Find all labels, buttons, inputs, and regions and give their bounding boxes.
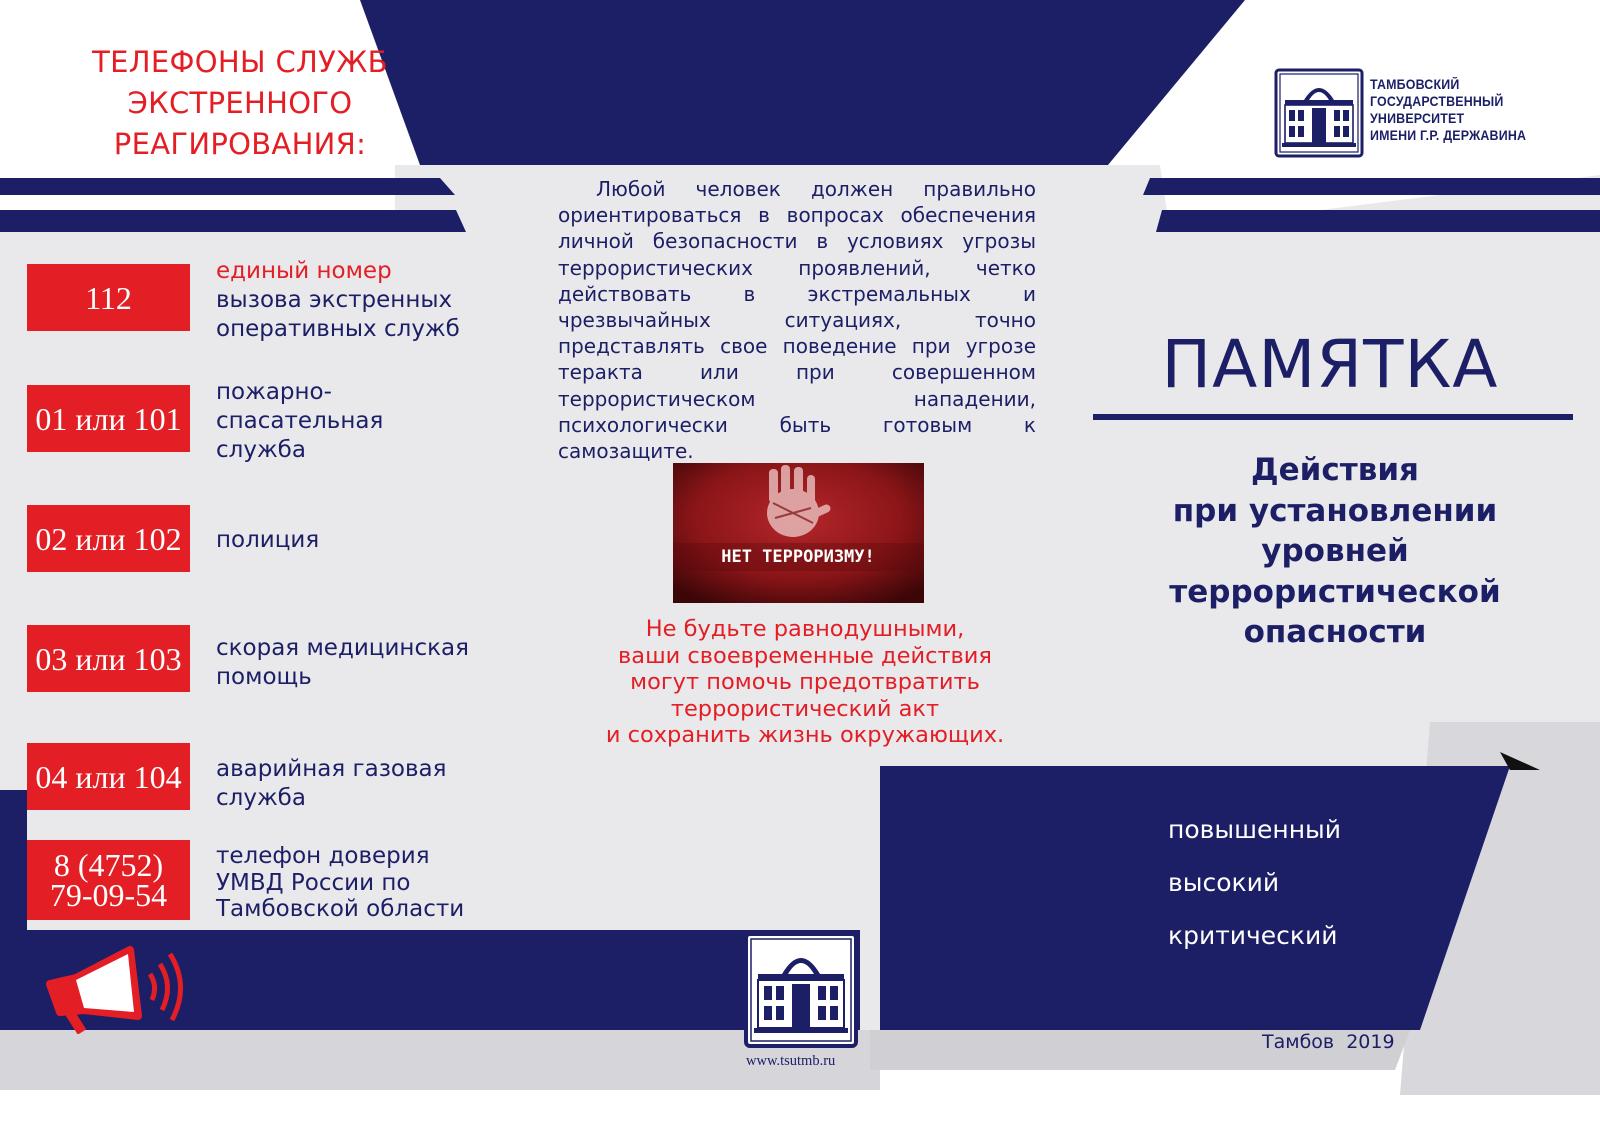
phone-number-text: 02 или 102 xyxy=(35,520,182,557)
phones-title-line: ТЕЛЕФОНЫ СЛУЖБ xyxy=(92,45,388,79)
warning-line: могут помочь предотвратить xyxy=(630,669,980,695)
university-name-line: УНИВЕРСИТЕТ xyxy=(1370,111,1465,126)
phone-number-text: 112 xyxy=(85,279,132,316)
phone-number-112[interactable] xyxy=(27,264,190,331)
threat-levels-list xyxy=(1168,815,1341,974)
phone-number-hotline[interactable] xyxy=(27,840,190,920)
service-label-line: телефон доверия xyxy=(216,843,430,869)
phone-number-text: 03 или 103 xyxy=(35,640,182,677)
city-year: Тамбов 2019 xyxy=(1262,1031,1395,1053)
service-label-line: спасательная xyxy=(216,408,384,434)
no-terrorism-image xyxy=(673,463,924,603)
phone-number-fire[interactable] xyxy=(27,385,190,452)
service-label-ambulance xyxy=(216,634,469,692)
phone-number-ambulance[interactable] xyxy=(27,625,190,692)
memo-subtitle-line: террористической xyxy=(1169,573,1501,610)
memo-subtitle-line: опасности xyxy=(1243,614,1427,650)
phone-number-text: 79-09-54 xyxy=(49,877,168,913)
memo-subtitle-line: Действия xyxy=(1251,452,1419,488)
phones-title-line: РЕАГИРОВАНИЯ: xyxy=(113,127,367,161)
threat-level-item: повышенный xyxy=(1168,815,1342,844)
service-label-line: вызова экстренных xyxy=(216,287,453,313)
university-logo-small xyxy=(1274,68,1364,158)
phone-number-gas[interactable] xyxy=(27,743,190,810)
university-name-line: ИМЕНИ Г.Р. ДЕРЖАВИНА xyxy=(1370,128,1527,143)
warning-line: ваши своевременные действия xyxy=(618,642,992,669)
service-label-police xyxy=(216,526,319,555)
service-label-line: помощь xyxy=(216,664,312,690)
university-building-logo xyxy=(744,932,858,1048)
phone-number-text: 04 или 104 xyxy=(35,758,182,795)
service-label-line: аварийная газовая xyxy=(216,756,447,782)
phones-title-line: ЭКСТРЕННОГО xyxy=(127,86,353,120)
threat-level-item: критический xyxy=(1168,921,1338,950)
service-label-line: скорая медицинская xyxy=(216,635,469,661)
service-label-hotline xyxy=(216,843,464,923)
service-label-gas xyxy=(216,755,446,813)
service-label-line: служба xyxy=(216,785,306,811)
warning-text xyxy=(560,616,1050,749)
warning-line: террористический акт xyxy=(670,695,940,722)
site-url[interactable]: www.tsutmb.ru xyxy=(746,1053,836,1069)
warning-line: и сохранить жизнь окружающих. xyxy=(605,722,1005,748)
warning-line: Не будьте равнодушными, xyxy=(645,616,965,642)
intro-paragraph: Любой человек должен правильно ориентироваться в вопросах обеспечения личной безопасности в условиях угрозы террористических проявлений, четко действовать в экстремальных и чрезвычайных ситуациях, точно представлять свое поведение при угрозе теракта или при совершенном террористическом нападении, психологически быть готовым к самозащите. xyxy=(558,177,1036,464)
phone-number-text: 8 (4752) xyxy=(53,847,164,883)
service-label-line: служба xyxy=(216,437,306,463)
memo-title: ПАМЯТКА xyxy=(1161,326,1499,403)
service-label-line: пожарно- xyxy=(216,379,332,405)
title-underline xyxy=(1093,414,1573,420)
university-name xyxy=(1370,76,1526,144)
service-label-line: Тамбовской области xyxy=(216,896,465,922)
memo-subtitle-line: при установлении xyxy=(1172,492,1498,529)
image-caption: НЕТ ТЕРРОРИЗМУ! xyxy=(721,547,875,567)
intro-text xyxy=(558,176,1036,464)
service-label-unified xyxy=(216,257,460,344)
megaphone-icon xyxy=(38,944,190,1034)
memo-subtitle-line: уровней xyxy=(1261,533,1409,569)
service-label-line: УМВД России по xyxy=(216,869,411,896)
university-name-line: ТАМБОВСКИЙ xyxy=(1370,77,1460,92)
phone-number-text: 01 или 101 xyxy=(35,400,182,437)
threat-level-item: высокий xyxy=(1168,868,1280,897)
service-label-fire xyxy=(216,378,383,465)
university-name-line: ГОСУДАРСТВЕННЫЙ xyxy=(1370,94,1504,109)
memo-subtitle xyxy=(1120,450,1550,653)
service-label-line: полиция xyxy=(216,527,320,553)
service-label-line: оперативных служб xyxy=(216,316,460,342)
phone-number-police[interactable] xyxy=(27,505,190,572)
service-label-red: единый номер xyxy=(216,258,392,284)
phones-title xyxy=(40,42,440,165)
